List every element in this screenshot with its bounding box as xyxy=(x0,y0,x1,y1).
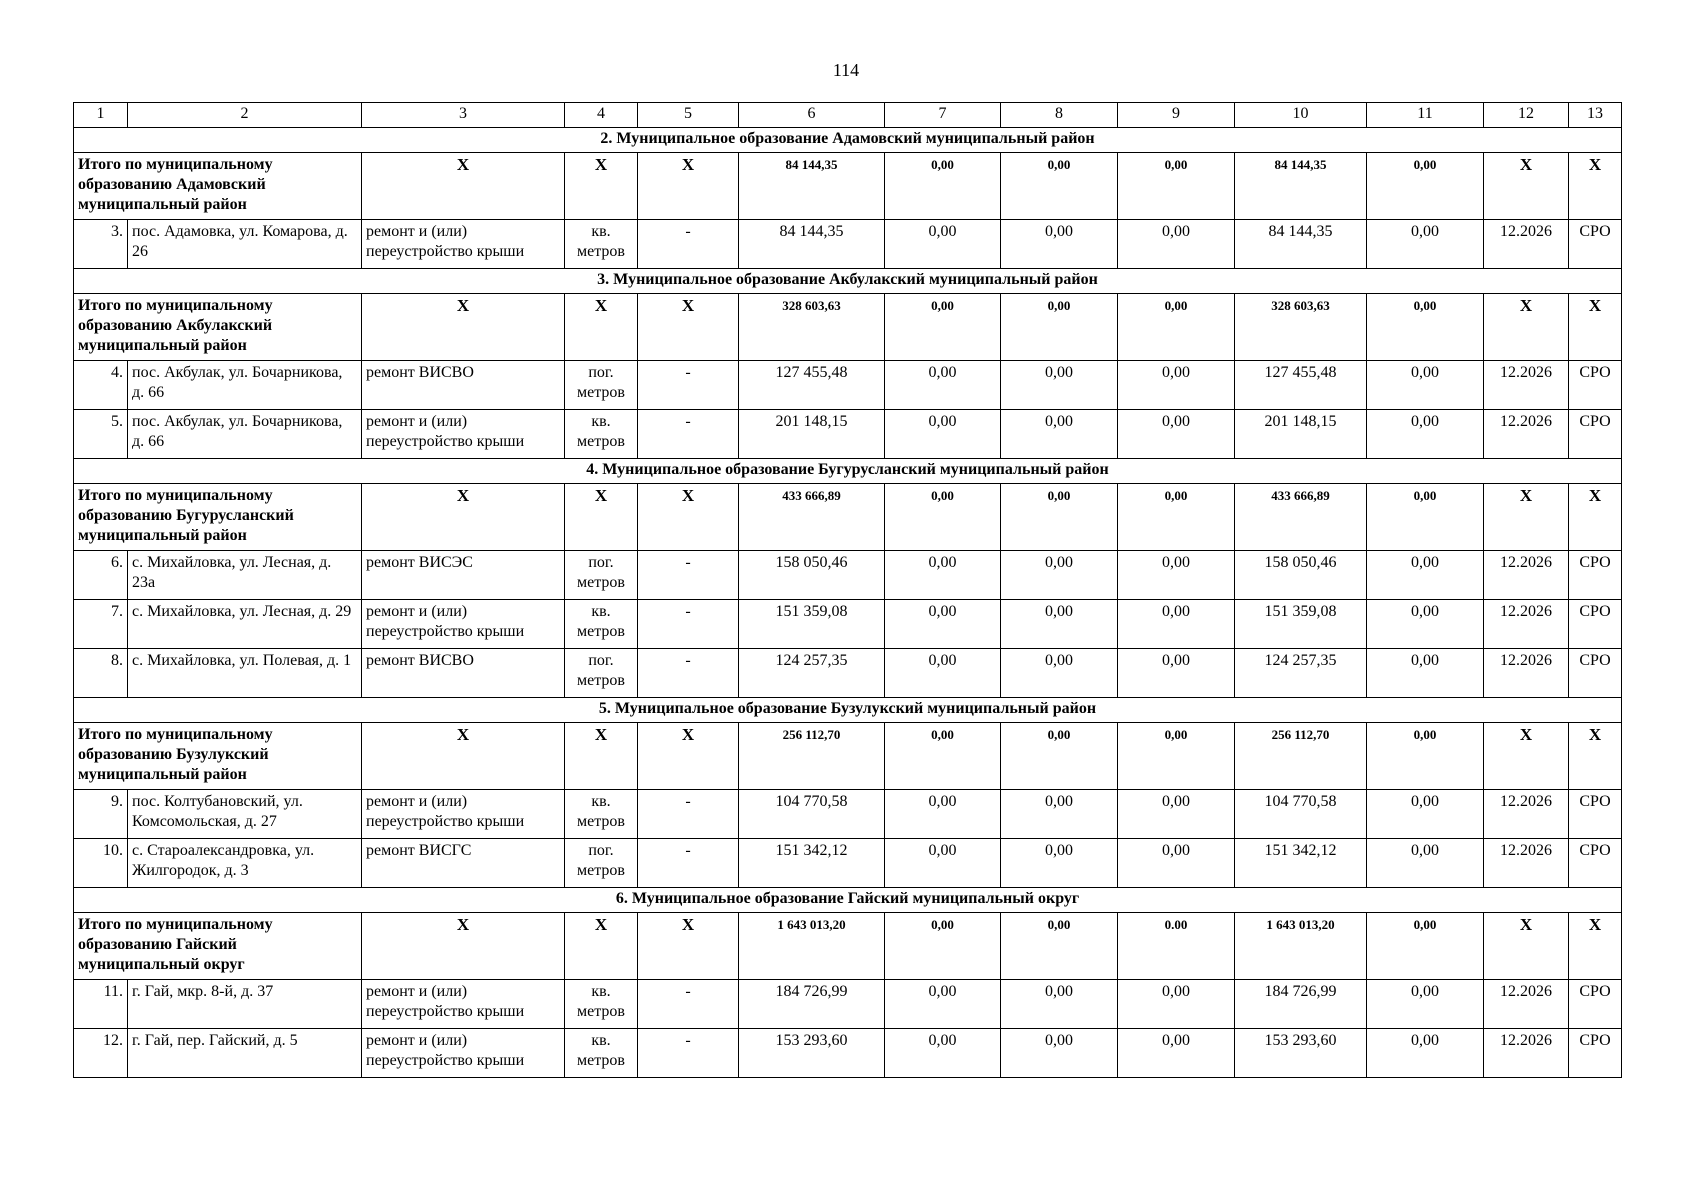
total-cell-c11: 0,00 xyxy=(1367,484,1484,551)
total-cell-c10: 433 666,89 xyxy=(1235,484,1367,551)
cost-cell-7: 0,00 xyxy=(885,220,1001,269)
row-number: 7. xyxy=(74,600,128,649)
group-total-label: Итого по муниципальному образованию Адамовский муниципальный район xyxy=(74,153,362,220)
cost-cell-10: 151 359,08 xyxy=(1235,600,1367,649)
quantity-cell: - xyxy=(638,220,739,269)
total-cost-cell: 104 770,58 xyxy=(739,790,885,839)
total-cell-c10: 256 112,70 xyxy=(1235,723,1367,790)
total-cell-c4: X xyxy=(565,294,638,361)
work-type-cell: ремонт и (или) переустройство крыши xyxy=(362,980,565,1029)
column-header: 12 xyxy=(1484,103,1569,128)
cost-cell-8: 0,00 xyxy=(1001,220,1118,269)
column-header: 13 xyxy=(1569,103,1622,128)
table-body xyxy=(74,103,1622,1078)
total-cell-c8: 0,00 xyxy=(1001,153,1118,220)
total-cell-c4: X xyxy=(565,484,638,551)
address-cell: г. Гай, пер. Гайский, д. 5 xyxy=(128,1029,362,1078)
total-cell-c3: X xyxy=(362,913,565,980)
table-row xyxy=(74,649,1622,698)
section-title-row xyxy=(74,888,1622,913)
cost-cell-10: 104 770,58 xyxy=(1235,790,1367,839)
total-cost-cell: 158 050,46 xyxy=(739,551,885,600)
table-row xyxy=(74,1029,1622,1078)
cost-cell-11: 0,00 xyxy=(1367,600,1484,649)
unit-cell: пог. метров xyxy=(565,551,638,600)
completion-date-cell: 12.2026 xyxy=(1484,649,1569,698)
total-cell-c7: 0,00 xyxy=(885,723,1001,790)
cost-cell-9: 0,00 xyxy=(1118,1029,1235,1078)
total-cost-cell: 127 455,48 xyxy=(739,361,885,410)
method-cell: СРО xyxy=(1569,839,1622,888)
completion-date-cell: 12.2026 xyxy=(1484,551,1569,600)
capital-repair-table xyxy=(73,102,1622,1078)
completion-date-cell: 12.2026 xyxy=(1484,1029,1569,1078)
completion-date-cell: 12.2026 xyxy=(1484,839,1569,888)
cost-cell-11: 0,00 xyxy=(1367,649,1484,698)
cost-cell-8: 0,00 xyxy=(1001,1029,1118,1078)
total-cost-cell: 151 342,12 xyxy=(739,839,885,888)
row-number: 8. xyxy=(74,649,128,698)
group-total-row xyxy=(74,153,1622,220)
cost-cell-8: 0,00 xyxy=(1001,551,1118,600)
quantity-cell: - xyxy=(638,839,739,888)
column-number-row xyxy=(74,103,1622,128)
group-total-label: Итого по муниципальному образованию Акбулакский муниципальный район xyxy=(74,294,362,361)
cost-cell-7: 0,00 xyxy=(885,649,1001,698)
total-cell-c11: 0,00 xyxy=(1367,913,1484,980)
group-total-label: Итого по муниципальному образованию Гайский муниципальный округ xyxy=(74,913,362,980)
address-cell: с. Михайловка, ул. Лесная, д. 23а xyxy=(128,551,362,600)
method-cell: СРО xyxy=(1569,551,1622,600)
quantity-cell: - xyxy=(638,361,739,410)
unit-cell: кв. метров xyxy=(565,600,638,649)
total-cell-c9: 0,00 xyxy=(1118,153,1235,220)
group-total-label: Итого по муниципальному образованию Бугурусланский муниципальный район xyxy=(74,484,362,551)
total-cell-c9: 0.00 xyxy=(1118,913,1235,980)
total-cost-cell: 124 257,35 xyxy=(739,649,885,698)
address-cell: пос. Колтубановский, ул. Комсомольская, д. 27 xyxy=(128,790,362,839)
address-cell: г. Гай, мкр. 8-й, д. 37 xyxy=(128,980,362,1029)
method-cell: СРО xyxy=(1569,1029,1622,1078)
section-title: 6. Муниципальное образование Гайский муниципальный округ xyxy=(74,888,1622,913)
total-cell-c11: 0,00 xyxy=(1367,294,1484,361)
cost-cell-8: 0,00 xyxy=(1001,839,1118,888)
column-header: 3 xyxy=(362,103,565,128)
total-cell-c13: X xyxy=(1569,484,1622,551)
cost-cell-10: 153 293,60 xyxy=(1235,1029,1367,1078)
cost-cell-7: 0,00 xyxy=(885,410,1001,459)
column-header: 7 xyxy=(885,103,1001,128)
cost-cell-8: 0,00 xyxy=(1001,790,1118,839)
table-row xyxy=(74,361,1622,410)
unit-cell: кв. метров xyxy=(565,980,638,1029)
row-number: 10. xyxy=(74,839,128,888)
address-cell: пос. Акбулак, ул. Бочарникова, д. 66 xyxy=(128,410,362,459)
cost-cell-10: 184 726,99 xyxy=(1235,980,1367,1029)
address-cell: с. Староалександровка, ул. Жилгородок, д. 3 xyxy=(128,839,362,888)
section-title: 2. Муниципальное образование Адамовский муниципальный район xyxy=(74,128,1622,153)
work-type-cell: ремонт ВИСВО xyxy=(362,361,565,410)
total-cell-c10: 328 603,63 xyxy=(1235,294,1367,361)
quantity-cell: - xyxy=(638,980,739,1029)
total-cell-c9: 0,00 xyxy=(1118,294,1235,361)
section-title-row xyxy=(74,459,1622,484)
quantity-cell: - xyxy=(638,410,739,459)
unit-cell: кв. метров xyxy=(565,410,638,459)
total-cell-c13: X xyxy=(1569,153,1622,220)
unit-cell: пог. метров xyxy=(565,361,638,410)
unit-cell: кв. метров xyxy=(565,220,638,269)
total-cell-c12: X xyxy=(1484,723,1569,790)
quantity-cell: - xyxy=(638,600,739,649)
table-row xyxy=(74,600,1622,649)
total-cell-c13: X xyxy=(1569,294,1622,361)
section-title-row xyxy=(74,269,1622,294)
completion-date-cell: 12.2026 xyxy=(1484,361,1569,410)
total-cell-c6: 84 144,35 xyxy=(739,153,885,220)
quantity-cell: - xyxy=(638,1029,739,1078)
section-title: 3. Муниципальное образование Акбулакский муниципальный район xyxy=(74,269,1622,294)
total-cell-c7: 0,00 xyxy=(885,913,1001,980)
row-number: 6. xyxy=(74,551,128,600)
unit-cell: пог. метров xyxy=(565,839,638,888)
column-header: 1 xyxy=(74,103,128,128)
total-cell-c8: 0,00 xyxy=(1001,294,1118,361)
cost-cell-10: 201 148,15 xyxy=(1235,410,1367,459)
total-cell-c6: 328 603,63 xyxy=(739,294,885,361)
method-cell: СРО xyxy=(1569,220,1622,269)
method-cell: СРО xyxy=(1569,410,1622,459)
cost-cell-9: 0,00 xyxy=(1118,551,1235,600)
method-cell: СРО xyxy=(1569,361,1622,410)
table-row xyxy=(74,980,1622,1029)
section-title: 5. Муниципальное образование Бузулукский муниципальный район xyxy=(74,698,1622,723)
total-cell-c3: X xyxy=(362,723,565,790)
total-cell-c5: X xyxy=(638,723,739,790)
row-number: 4. xyxy=(74,361,128,410)
total-cell-c5: X xyxy=(638,484,739,551)
completion-date-cell: 12.2026 xyxy=(1484,980,1569,1029)
total-cell-c4: X xyxy=(565,723,638,790)
method-cell: СРО xyxy=(1569,649,1622,698)
column-header: 10 xyxy=(1235,103,1367,128)
total-cell-c8: 0,00 xyxy=(1001,484,1118,551)
total-cell-c9: 0,00 xyxy=(1118,723,1235,790)
cost-cell-8: 0,00 xyxy=(1001,410,1118,459)
unit-cell: кв. метров xyxy=(565,1029,638,1078)
total-cell-c6: 256 112,70 xyxy=(739,723,885,790)
cost-cell-7: 0,00 xyxy=(885,1029,1001,1078)
address-cell: пос. Адамовка, ул. Комарова, д. 26 xyxy=(128,220,362,269)
total-cell-c12: X xyxy=(1484,484,1569,551)
column-header: 6 xyxy=(739,103,885,128)
cost-cell-11: 0,00 xyxy=(1367,839,1484,888)
column-header: 4 xyxy=(565,103,638,128)
total-cost-cell: 151 359,08 xyxy=(739,600,885,649)
work-type-cell: ремонт ВИСГС xyxy=(362,839,565,888)
section-title-row xyxy=(74,128,1622,153)
total-cell-c11: 0,00 xyxy=(1367,153,1484,220)
cost-cell-11: 0,00 xyxy=(1367,410,1484,459)
column-header: 9 xyxy=(1118,103,1235,128)
total-cost-cell: 84 144,35 xyxy=(739,220,885,269)
cost-cell-9: 0,00 xyxy=(1118,410,1235,459)
group-total-label: Итого по муниципальному образованию Бузулукский муниципальный район xyxy=(74,723,362,790)
cost-cell-11: 0,00 xyxy=(1367,790,1484,839)
total-cell-c3: X xyxy=(362,294,565,361)
group-total-row xyxy=(74,294,1622,361)
total-cell-c10: 84 144,35 xyxy=(1235,153,1367,220)
total-cell-c7: 0,00 xyxy=(885,294,1001,361)
total-cell-c12: X xyxy=(1484,294,1569,361)
quantity-cell: - xyxy=(638,790,739,839)
method-cell: СРО xyxy=(1569,980,1622,1029)
cost-cell-8: 0,00 xyxy=(1001,361,1118,410)
group-total-row xyxy=(74,723,1622,790)
cost-cell-8: 0,00 xyxy=(1001,649,1118,698)
column-header: 5 xyxy=(638,103,739,128)
total-cell-c6: 433 666,89 xyxy=(739,484,885,551)
cost-cell-11: 0,00 xyxy=(1367,220,1484,269)
cost-cell-9: 0,00 xyxy=(1118,220,1235,269)
address-cell: пос. Акбулак, ул. Бочарникова, д. 66 xyxy=(128,361,362,410)
work-type-cell: ремонт и (или) переустройство крыши xyxy=(362,410,565,459)
quantity-cell: - xyxy=(638,551,739,600)
cost-cell-11: 0,00 xyxy=(1367,361,1484,410)
cost-cell-10: 127 455,48 xyxy=(1235,361,1367,410)
table-row xyxy=(74,220,1622,269)
section-title: 4. Муниципальное образование Бугурусланский муниципальный район xyxy=(74,459,1622,484)
total-cost-cell: 184 726,99 xyxy=(739,980,885,1029)
total-cell-c3: X xyxy=(362,153,565,220)
total-cell-c7: 0,00 xyxy=(885,484,1001,551)
cost-cell-7: 0,00 xyxy=(885,600,1001,649)
work-type-cell: ремонт и (или) переустройство крыши xyxy=(362,790,565,839)
cost-cell-7: 0,00 xyxy=(885,361,1001,410)
row-number: 11. xyxy=(74,980,128,1029)
method-cell: СРО xyxy=(1569,790,1622,839)
total-cell-c8: 0,00 xyxy=(1001,913,1118,980)
total-cost-cell: 201 148,15 xyxy=(739,410,885,459)
quantity-cell: - xyxy=(638,649,739,698)
cost-cell-7: 0,00 xyxy=(885,551,1001,600)
cost-cell-7: 0,00 xyxy=(885,839,1001,888)
cost-cell-9: 0,00 xyxy=(1118,980,1235,1029)
table-row xyxy=(74,839,1622,888)
page-number: 114 xyxy=(832,60,860,80)
row-number: 9. xyxy=(74,790,128,839)
work-type-cell: ремонт ВИСЭС xyxy=(362,551,565,600)
cost-cell-10: 151 342,12 xyxy=(1235,839,1367,888)
total-cell-c13: X xyxy=(1569,723,1622,790)
column-header: 11 xyxy=(1367,103,1484,128)
address-cell: с. Михайловка, ул. Лесная, д. 29 xyxy=(128,600,362,649)
cost-cell-8: 0,00 xyxy=(1001,600,1118,649)
cost-cell-9: 0,00 xyxy=(1118,790,1235,839)
work-type-cell: ремонт ВИСВО xyxy=(362,649,565,698)
row-number: 3. xyxy=(74,220,128,269)
total-cell-c5: X xyxy=(638,153,739,220)
row-number: 5. xyxy=(74,410,128,459)
work-type-cell: ремонт и (или) переустройство крыши xyxy=(362,1029,565,1078)
column-header: 8 xyxy=(1001,103,1118,128)
total-cell-c5: X xyxy=(638,913,739,980)
cost-cell-11: 0,00 xyxy=(1367,980,1484,1029)
cost-cell-10: 158 050,46 xyxy=(1235,551,1367,600)
cost-cell-9: 0,00 xyxy=(1118,600,1235,649)
section-title-row xyxy=(74,698,1622,723)
cost-cell-8: 0,00 xyxy=(1001,980,1118,1029)
cost-cell-9: 0,00 xyxy=(1118,649,1235,698)
unit-cell: кв. метров xyxy=(565,790,638,839)
table-row xyxy=(74,551,1622,600)
table-row xyxy=(74,790,1622,839)
cost-cell-10: 84 144,35 xyxy=(1235,220,1367,269)
total-cell-c10: 1 643 013,20 xyxy=(1235,913,1367,980)
total-cell-c4: X xyxy=(565,913,638,980)
total-cell-c3: X xyxy=(362,484,565,551)
cost-cell-11: 0,00 xyxy=(1367,551,1484,600)
completion-date-cell: 12.2026 xyxy=(1484,410,1569,459)
completion-date-cell: 12.2026 xyxy=(1484,790,1569,839)
total-cell-c11: 0,00 xyxy=(1367,723,1484,790)
work-type-cell: ремонт и (или) переустройство крыши xyxy=(362,220,565,269)
total-cell-c12: X xyxy=(1484,913,1569,980)
column-header: 2 xyxy=(128,103,362,128)
completion-date-cell: 12.2026 xyxy=(1484,600,1569,649)
total-cell-c7: 0,00 xyxy=(885,153,1001,220)
cost-cell-10: 124 257,35 xyxy=(1235,649,1367,698)
total-cell-c8: 0,00 xyxy=(1001,723,1118,790)
cost-cell-9: 0,00 xyxy=(1118,839,1235,888)
group-total-row xyxy=(74,913,1622,980)
table-row xyxy=(74,410,1622,459)
cost-cell-9: 0,00 xyxy=(1118,361,1235,410)
total-cell-c9: 0,00 xyxy=(1118,484,1235,551)
total-cell-c6: 1 643 013,20 xyxy=(739,913,885,980)
completion-date-cell: 12.2026 xyxy=(1484,220,1569,269)
cost-cell-11: 0,00 xyxy=(1367,1029,1484,1078)
total-cell-c13: X xyxy=(1569,913,1622,980)
cost-cell-7: 0,00 xyxy=(885,980,1001,1029)
group-total-row xyxy=(74,484,1622,551)
row-number: 12. xyxy=(74,1029,128,1078)
total-cell-c12: X xyxy=(1484,153,1569,220)
total-cell-c4: X xyxy=(565,153,638,220)
cost-cell-7: 0,00 xyxy=(885,790,1001,839)
total-cell-c5: X xyxy=(638,294,739,361)
unit-cell: пог. метров xyxy=(565,649,638,698)
address-cell: с. Михайловка, ул. Полевая, д. 1 xyxy=(128,649,362,698)
total-cost-cell: 153 293,60 xyxy=(739,1029,885,1078)
work-type-cell: ремонт и (или) переустройство крыши xyxy=(362,600,565,649)
method-cell: СРО xyxy=(1569,600,1622,649)
